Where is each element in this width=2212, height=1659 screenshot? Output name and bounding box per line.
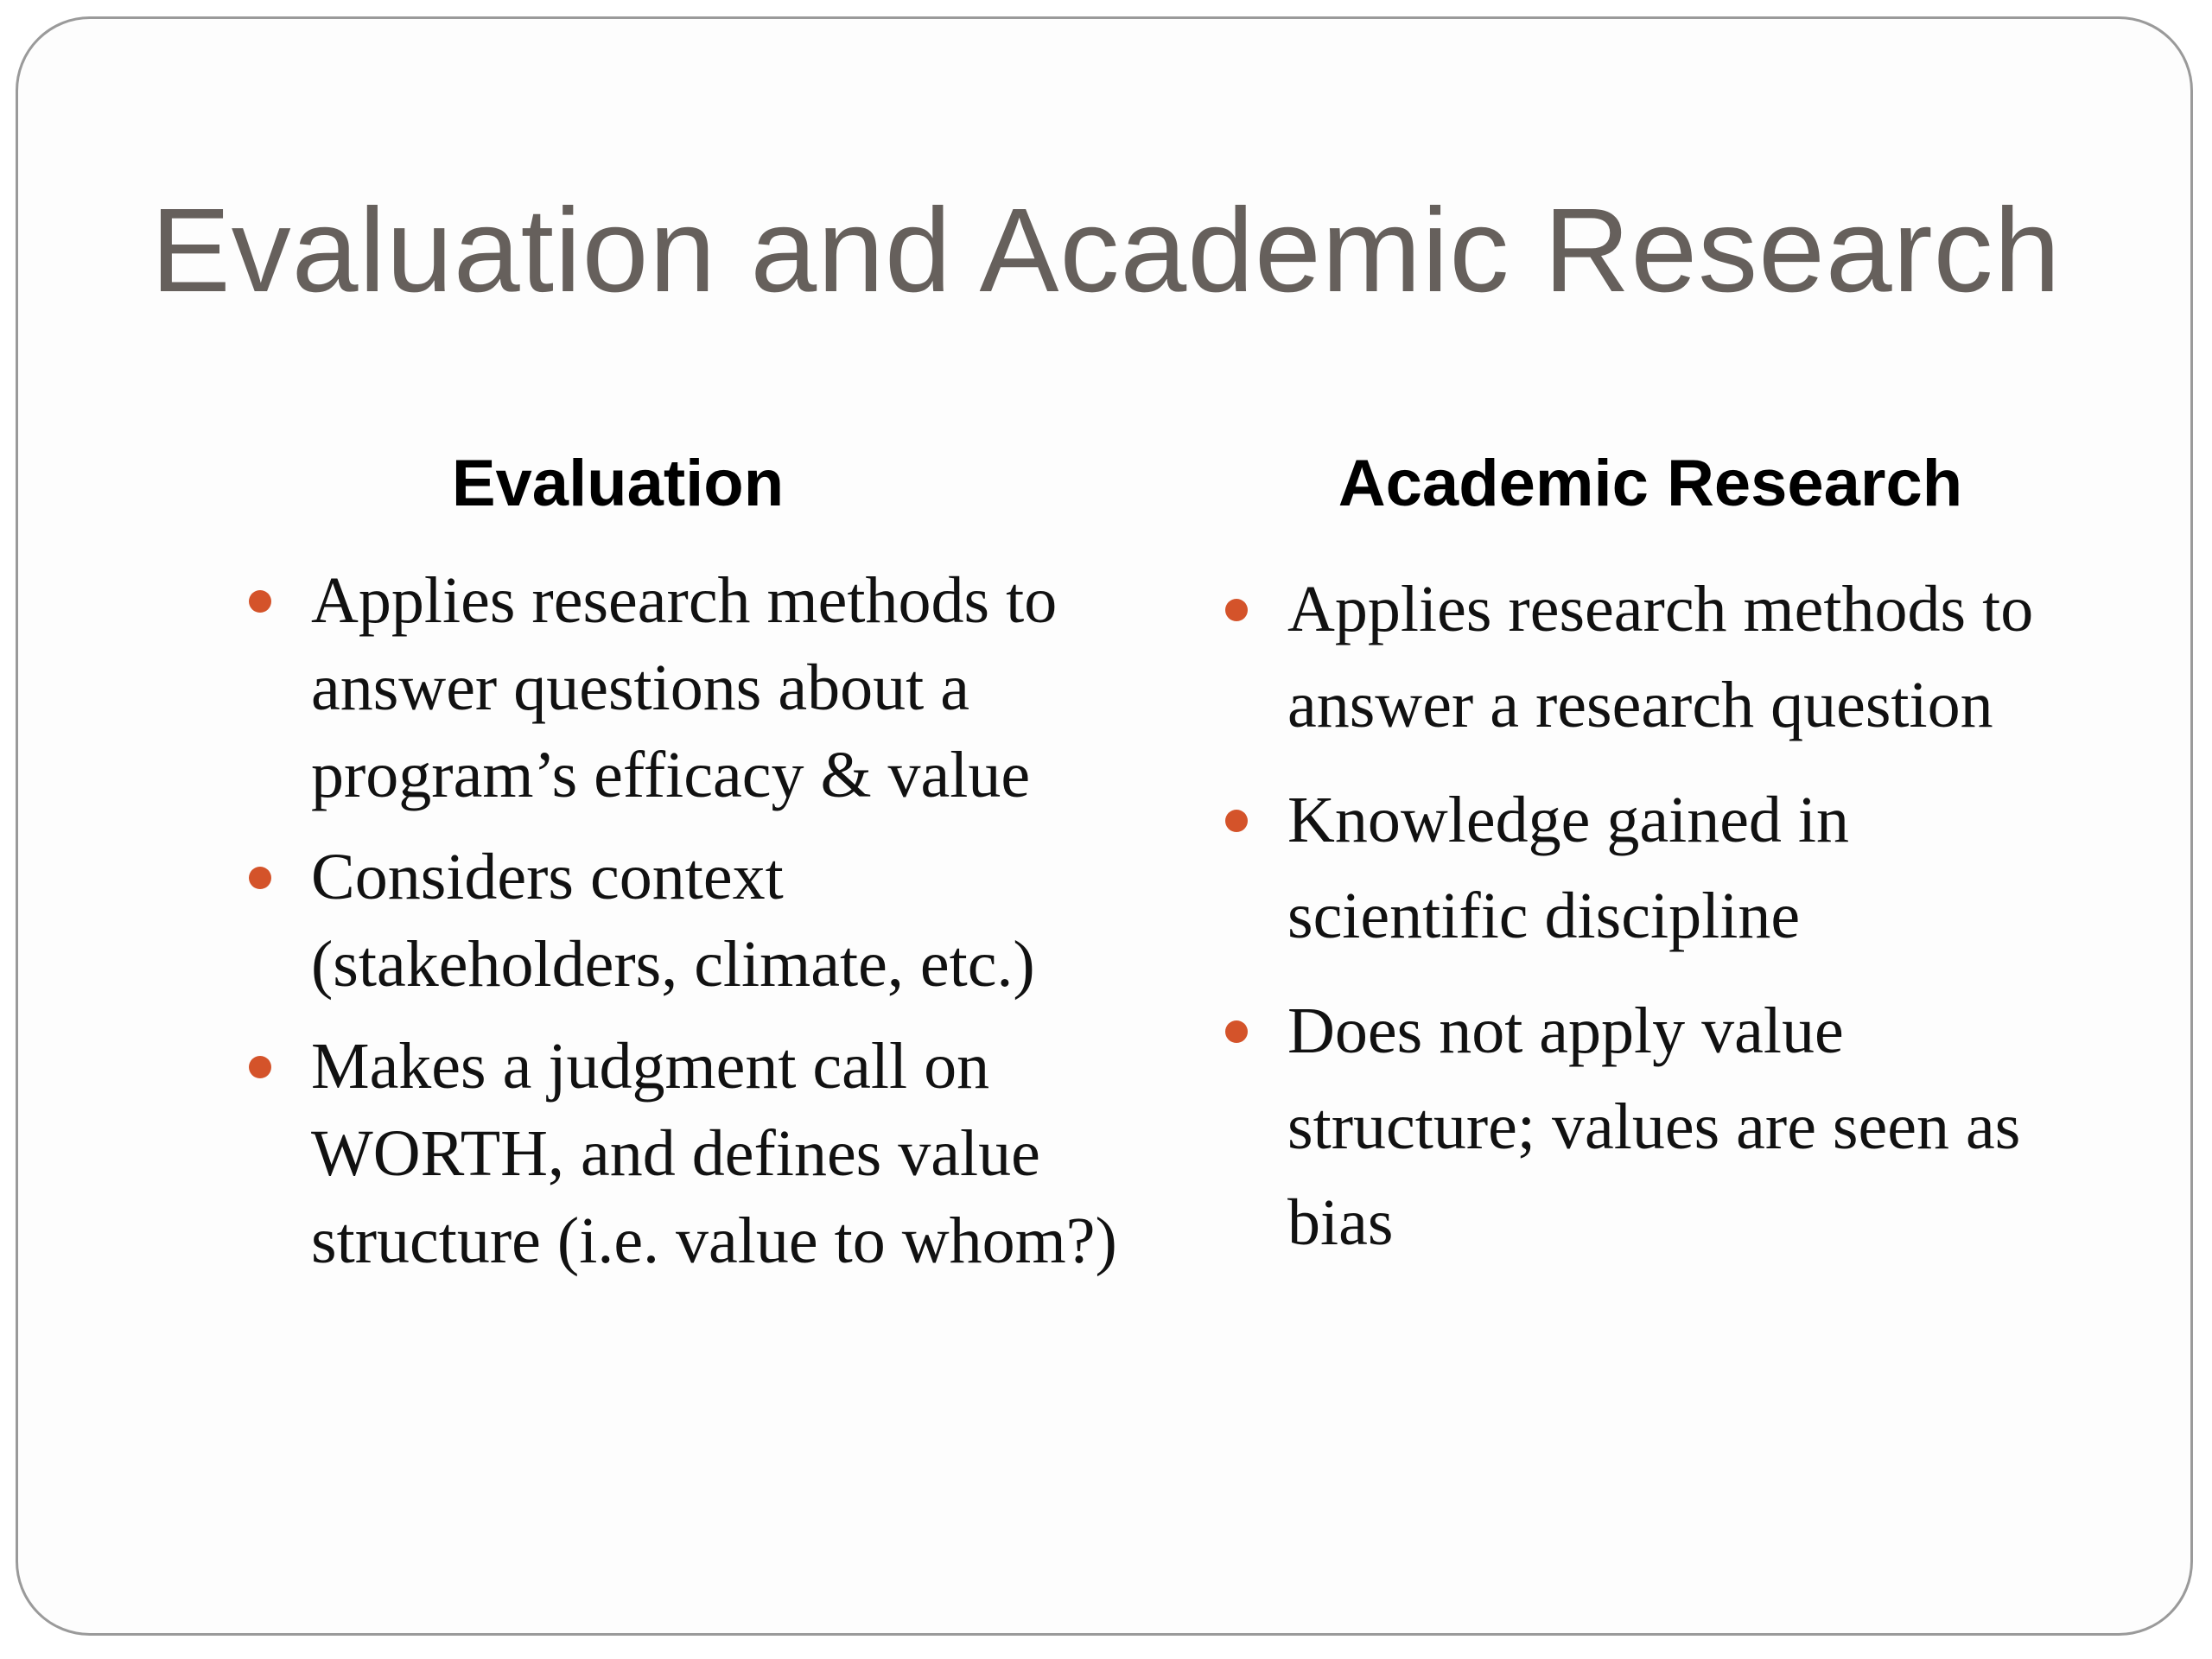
bullet-item [1287,772,2082,964]
bullet-dot-icon [1225,599,1248,621]
bullet-item [311,557,1141,819]
slide-title: Evaluation and Academic Research [150,184,2062,317]
bullet-item [311,1023,1141,1285]
bullet-item [1287,983,2082,1271]
bullet-text: Considers context (stakeholders, climate, etc.) [311,841,1035,1001]
bullet-dot-icon [249,590,271,613]
bullet-dot-icon [249,867,271,889]
academic-research-heading: Academic Research [1338,447,1963,520]
bullet-text: Makes a judgment call on WORTH, and defines value structure (i.e. value to whom?) [311,1030,1117,1277]
academic-research-bullet-list [1287,562,2082,1290]
bullet-text: Applies research methods to answer questions about a program’s efficacy & value [311,564,1058,811]
bullet-dot-icon [1225,1020,1248,1043]
bullet-dot-icon [1225,810,1248,832]
bullet-text: Knowledge gained in scientific discipline [1287,784,1850,952]
evaluation-heading: Evaluation [451,447,785,520]
bullet-item [311,834,1141,1008]
bullet-dot-icon [249,1056,271,1078]
bullet-item [1287,562,2082,753]
bullet-text: Does not apply value structure; values are seen as bias [1287,995,2021,1259]
bullet-text: Applies research methods to answer a research question [1287,573,2034,741]
evaluation-bullet-list [311,557,1141,1300]
